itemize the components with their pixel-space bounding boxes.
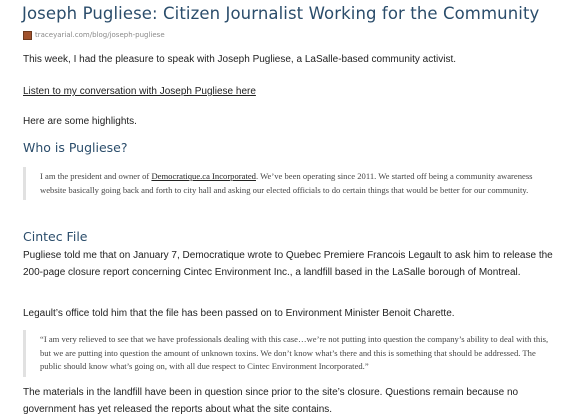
blockquote-cintec: “I am very relieved to see that we have professionals dealing with this case…we’re not putting into question the company’s ability to deal with this, but we are putting into question the amount of unknown toxins. We don’t know what’s there and this is something that should be addressed. The public should know what’s going on, with all due respect to Cintec Environment Incorporated.” [23, 330, 560, 377]
democratique-link[interactable]: Democratique.ca Incorporated [151, 171, 256, 181]
cintec-paragraph-2: Legault’s office told him that the file has been passed on to Environment Minister Benoit Charette. [23, 308, 455, 319]
source-line [23, 30, 165, 40]
cintec-paragraph-3: The materials in the landfill have been in question since prior to the site’s closure. Questions remain because no government has yet released the reports about what the site contains. [23, 387, 519, 415]
quote-prefix: I am the president and owner of [40, 171, 152, 181]
listen-paragraph [23, 83, 563, 100]
quote-rest: . We’ve been operating since 2011. We started off being a community awareness website basically going back and forth to city hall and asking our elected officials to do certain things that would be better for our community. [40, 171, 533, 195]
cintec-paragraph-1: Pugliese told me that on January 7, Democratique wrote to Quebec Premiere Francois Legault to ask him to release the 200-page closure report concerning Cintec Environment Inc., a landfill based in the LaSalle borough of Montreal. [23, 250, 553, 278]
intro-paragraph: This week, I had the pleasure to speak with Joseph Pugliese, a LaSalle-based community activist. [23, 54, 457, 65]
section-heading-cintec: Cintec File [23, 229, 88, 244]
listen-link[interactable]: Listen to my conversation with Joseph Pugliese here [23, 86, 256, 97]
article-title: Joseph Pugliese: Citizen Journalist Working for the Community [22, 4, 540, 23]
site-favicon-icon [23, 31, 32, 40]
blockquote-who [23, 167, 560, 200]
section-heading-who: Who is Pugliese? [23, 140, 128, 155]
source-url[interactable]: traceyarial.com/blog/joseph-pugliese [35, 31, 165, 39]
highlights-paragraph: Here are some highlights. [23, 116, 137, 127]
